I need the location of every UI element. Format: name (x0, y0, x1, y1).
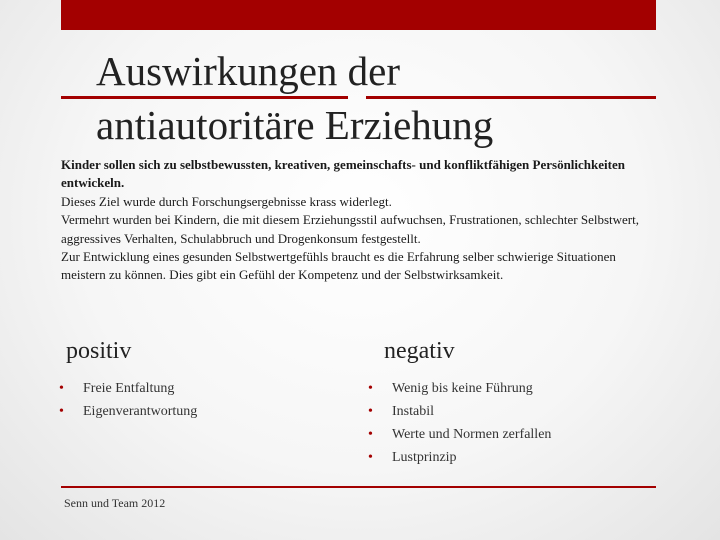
list-item-label: Werte und Normen zerfallen (392, 427, 552, 442)
title-divider-left (61, 96, 348, 99)
positive-heading: positiv (66, 338, 132, 364)
list-item-label: Wenig bis keine Führung (392, 381, 533, 396)
list-item (59, 377, 197, 400)
title-divider-right (366, 96, 656, 99)
list-item (368, 377, 551, 400)
title-line-2: antiautoritäre Erziehung (96, 102, 494, 148)
bullet-icon: • (368, 381, 373, 396)
top-accent-bar (61, 0, 656, 30)
list-item-label: Freie Entfaltung (83, 381, 175, 396)
bullet-icon: • (59, 381, 64, 396)
body-text (61, 156, 661, 285)
source-footer: Senn und Team 2012 (64, 496, 166, 510)
finding-sentence: Dieses Ziel wurde durch Forschungsergebnisse krass widerlegt. (61, 193, 392, 209)
bullet-icon: • (368, 450, 373, 465)
list-item (368, 400, 551, 423)
negative-heading: negativ (384, 338, 455, 364)
title-line-1: Auswirkungen der (96, 48, 401, 94)
negative-list (368, 377, 551, 469)
bullet-icon: • (368, 404, 373, 419)
observation-sentence: Vermehrt wurden bei Kindern, die mit diesem Erziehungsstil aufwuchsen, Frustrationen, schlechter Selbstwert, aggressives Verhalten, Schulabbruch und Drogenkonsum festgestellt. (61, 212, 639, 246)
bottom-divider (61, 486, 656, 488)
list-item (368, 423, 551, 446)
list-item-label: Instabil (392, 404, 434, 419)
conclusion-sentence: Zur Entwicklung eines gesunden Selbstwertgefühls braucht es die Erfahrung selber schwierige Situationen meistern zu können. Dies gibt ein Gefühl der Kompetenz und der Selbstwirksamkeit. (61, 249, 616, 283)
positive-list (59, 377, 197, 423)
bullet-icon: • (59, 404, 64, 419)
list-item-label: Eigenverantwortung (83, 404, 198, 419)
bullet-icon: • (368, 427, 373, 442)
list-item-label: Lustprinzip (392, 450, 457, 465)
list-item (368, 446, 551, 469)
list-item (59, 400, 197, 423)
intro-statement: Kinder sollen sich zu selbstbewussten, kreativen, gemeinschafts- und konfliktfähigen Persönlichkeiten entwickeln. (61, 157, 625, 191)
